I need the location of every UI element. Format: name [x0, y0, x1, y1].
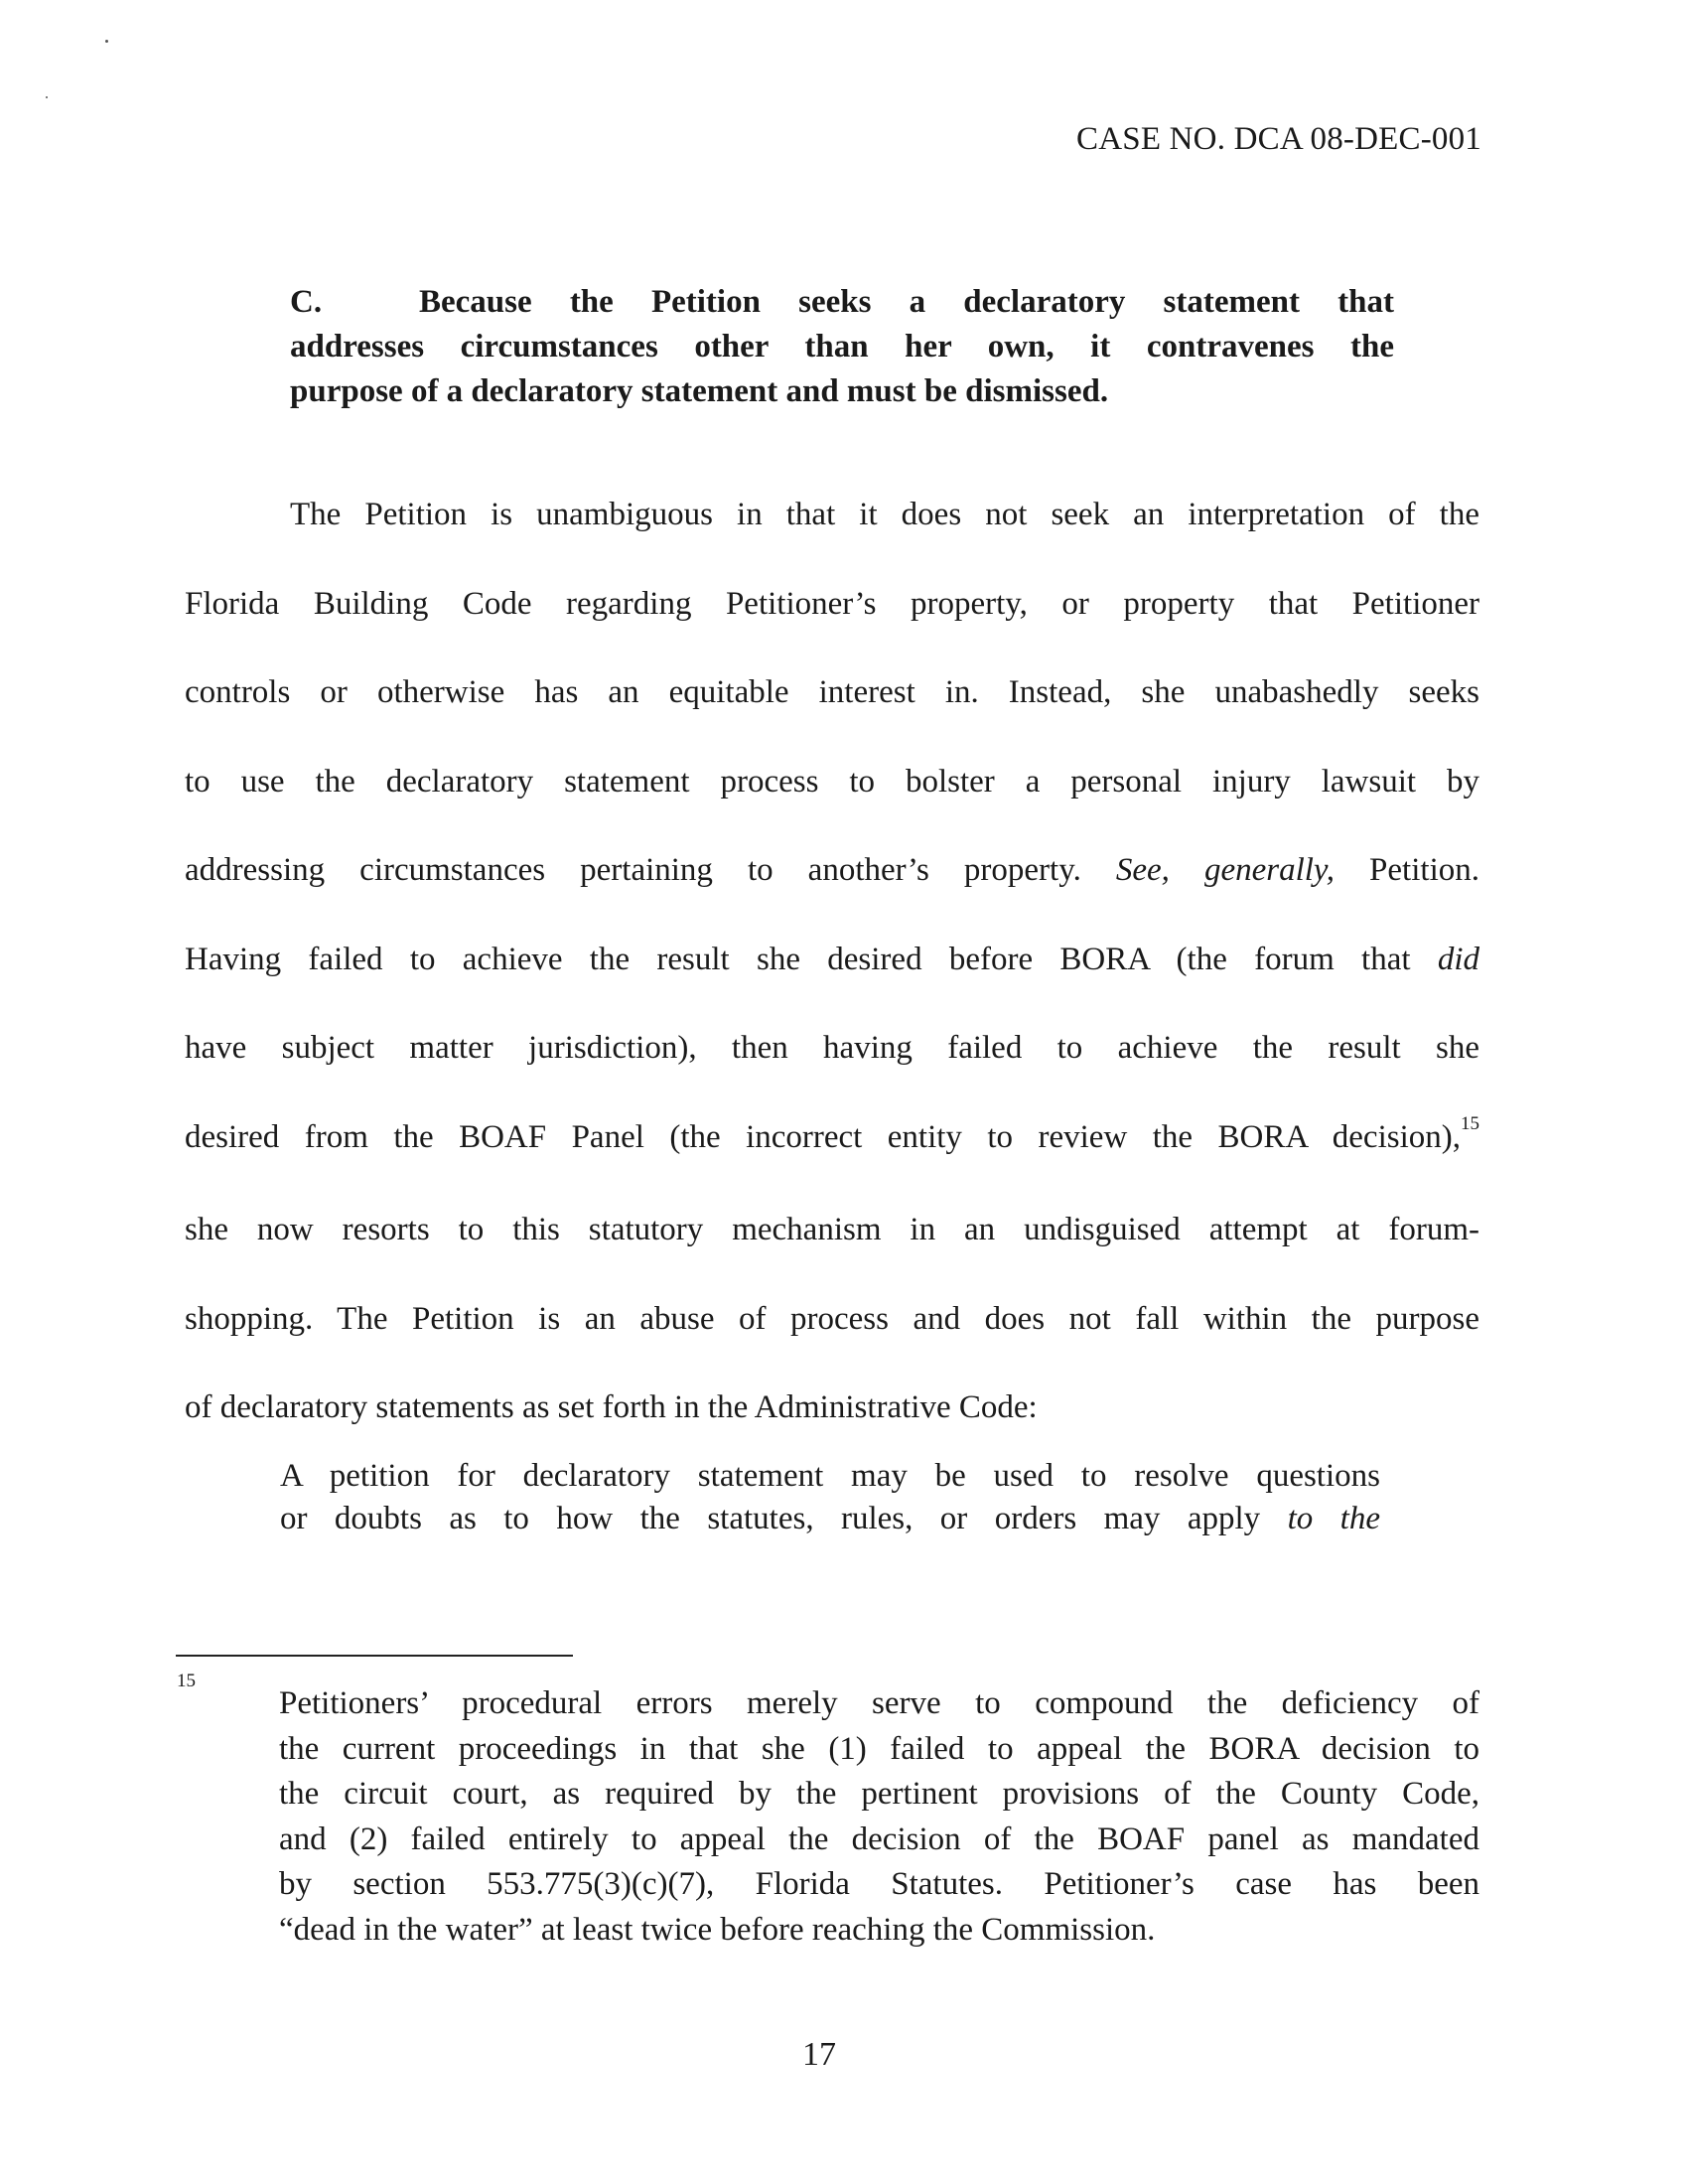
- paragraph-line: The Petition is unambiguous in that it does not seek an interpretation of the: [290, 497, 1479, 532]
- body-paragraph: [185, 471, 1479, 1453]
- footnote-separator: [176, 1655, 573, 1657]
- paragraph-line: shopping. The Petition is an abuse of process and does not fall within the purpose: [185, 1300, 1479, 1337]
- heading-line: purpose of a declaratory statement and must be dismissed.: [290, 373, 1109, 409]
- paragraph-line: to use the declaratory statement process to bolster a personal injury lawsuit by: [185, 763, 1479, 800]
- emphasis: did: [1437, 941, 1479, 977]
- case-number-header: CASE NO. DCA 08-DEC-001: [1076, 121, 1481, 157]
- scan-speck: [46, 96, 48, 98]
- citation-signal: See, generally,: [1115, 852, 1336, 888]
- quote-line: A petition for declaratory statement may be used to resolve questions: [280, 1458, 1380, 1494]
- footnote-line: by section 553.775(3)(c)(7), Florida Statutes. Petitioner’s case has been: [279, 1866, 1479, 1902]
- paragraph-line: [185, 1093, 1479, 1187]
- emphasis: to the: [1287, 1501, 1380, 1536]
- text-run: or doubts as to how the statutes, rules, or orders may apply: [280, 1501, 1288, 1536]
- paragraph-line: have subject matter jurisdiction), then having failed to achieve the result she: [185, 1030, 1479, 1066]
- footnote-line: the current proceedings in that she (1) failed to appeal the BORA decision to: [279, 1730, 1479, 1767]
- footnote-reference[interactable]: 15: [1461, 1112, 1479, 1134]
- text-run: Having failed to achieve the result she desired before BORA (the forum that: [185, 941, 1438, 977]
- heading-line: Because the Petition seeks a declaratory statement that: [419, 284, 1394, 320]
- paragraph-line: controls or otherwise has an equitable interest in. Instead, she unabashedly seeks: [185, 674, 1479, 710]
- paragraph-line: of declaratory statements as set forth in the Administrative Code:: [185, 1389, 1038, 1425]
- footnote-line: the circuit court, as required by the pertinent provisions of the County Code,: [279, 1776, 1479, 1812]
- paragraph-line: Florida Building Code regarding Petitioner’s property, or property that Petitioner: [185, 585, 1479, 622]
- section-letter: C.: [290, 284, 323, 320]
- text-run: addressing circumstances pertaining to another’s property.: [185, 852, 1116, 888]
- page-number: 17: [802, 2036, 836, 2073]
- text-run: desired from the BOAF Panel (the incorrect entity to review the BORA decision),: [185, 1118, 1461, 1155]
- section-heading: [290, 280, 1394, 414]
- footnote-line: and (2) failed entirely to appeal the decision of the BOAF panel as mandated: [279, 1820, 1479, 1857]
- quote-line: [280, 1498, 1380, 1540]
- block-quote: [280, 1455, 1380, 1540]
- footnote-line: “dead in the water” at least twice before reaching the Commission.: [279, 1911, 1156, 1948]
- paragraph-line: [185, 916, 1479, 1005]
- paragraph-line: she now resorts to this statutory mechanism in an undisguised attempt at forum-: [185, 1212, 1479, 1247]
- scan-speck: [105, 40, 108, 43]
- paragraph-line: [185, 826, 1479, 916]
- heading-line: addresses circumstances other than her own, it contravenes the: [290, 329, 1394, 364]
- text-run: Petition.: [1335, 852, 1479, 888]
- footnote-line: Petitioners’ procedural errors merely serve to compound the deficiency of: [279, 1685, 1479, 1721]
- footnote-number: 15: [177, 1671, 196, 1691]
- footnote-text: [279, 1681, 1479, 1953]
